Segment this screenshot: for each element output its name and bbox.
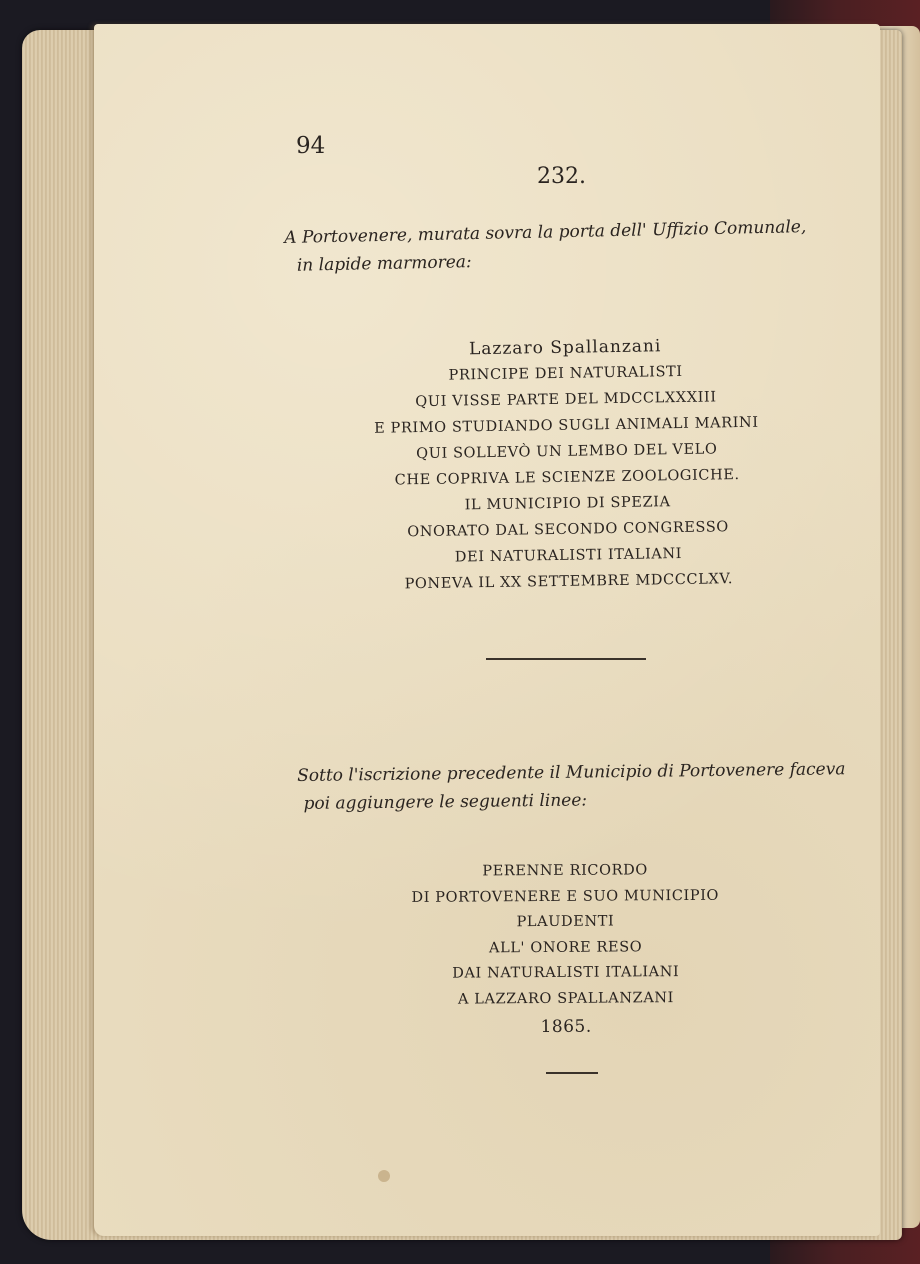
paper-stain	[378, 1170, 390, 1182]
second-intro-line: Sotto l'iscrizione precedente il Municipio di Portovenere faceva	[297, 759, 846, 786]
inscription-line: DEI NATURALISTI ITALIANI	[454, 545, 683, 566]
inscription-line: CHE COPRIVA LE SCIENZE ZOOLOGICHE.	[394, 467, 740, 489]
intro-line: in lapide marmorea:	[296, 252, 472, 276]
second-intro-paragraph	[297, 755, 858, 818]
plaque-block	[400, 858, 731, 1043]
plaque-line: A LAZZARO SPALLANZANI	[457, 989, 675, 1008]
inscription-block	[360, 332, 774, 598]
inscription-line: ONORATO DAL SECONDO CONGRESSO	[407, 519, 729, 541]
end-divider	[546, 1072, 598, 1074]
plaque-line: PLAUDENTI	[516, 913, 615, 931]
book-page	[94, 24, 880, 1236]
inscription-line: IL MUNICIPIO DI SPEZIA	[464, 494, 671, 514]
section-divider	[486, 658, 646, 660]
plaque-line: PERENNE RICORDO	[482, 862, 648, 880]
plaque-line: ALL' ONORE RESO	[488, 938, 643, 956]
plaque-line: DI PORTOVENERE E SUO MUNICIPIO	[411, 887, 720, 906]
intro-paragraph	[284, 212, 845, 280]
inscription-line: QUI SOLLEVÒ UN LEMBO DEL VELO	[416, 441, 718, 463]
page-number: 94	[296, 133, 326, 159]
inscription-line: PONEVA IL XX SETTEMBRE MDCCCLXV.	[404, 571, 734, 593]
inscription-title: Lazzaro Spallanzani	[468, 336, 662, 360]
inscription-line: E PRIMO STUDIANDO SUGLI ANIMALI MARINI	[374, 414, 759, 437]
intro-line: A Portovenere, murata sovra la porta dell' Uffizio Comunale,	[284, 217, 807, 248]
item-number: 232.	[537, 164, 586, 189]
plaque-year: 1865.	[540, 1016, 592, 1038]
second-intro-line: poi aggiungere le seguenti linee:	[303, 790, 588, 814]
plaque-line: DAI NATURALISTI ITALIANI	[452, 964, 680, 982]
inscription-line: PRINCIPE DEI NATURALISTI	[448, 363, 683, 384]
inscription-line: QUI VISSE PARTE DEL MDCCLXXXIII	[415, 389, 717, 411]
